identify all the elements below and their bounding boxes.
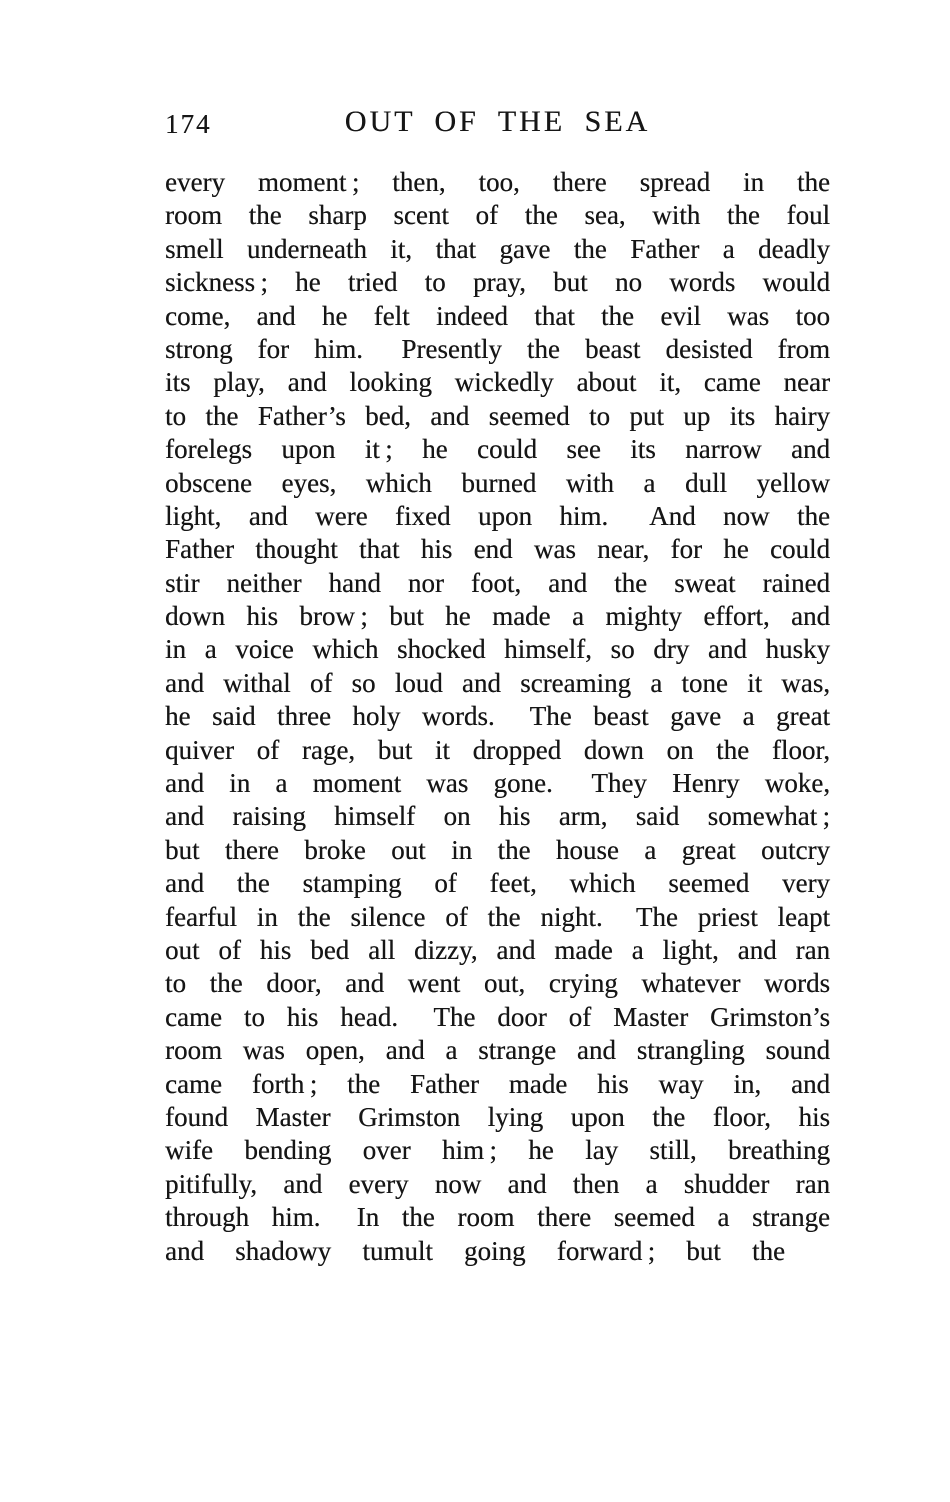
text-line: and raising himself on his arm, said somewhat ;: [165, 801, 830, 832]
text-line: but there broke out in the house a great outcry: [165, 834, 830, 865]
text-line: strong for him. Presently the beast desisted from: [165, 333, 830, 364]
text-line: he said three holy words. The beast gave a great: [165, 701, 830, 732]
text-line: came forth ; the Father made his way in, and: [165, 1068, 830, 1099]
text-line: stir neither hand nor foot, and the sweat rained: [165, 567, 830, 598]
text-line: and the stamping of feet, which seemed very: [165, 868, 830, 899]
text-line: came to his head. The door of Master Grimston’s: [165, 1001, 830, 1032]
text-line: to the Father’s bed, and seemed to put up its hairy: [165, 400, 830, 431]
text-line: room the sharp scent of the sea, with the foul: [165, 200, 830, 231]
text-line: Father thought that his end was near, for he could: [165, 534, 830, 565]
text-line: light, and were fixed upon him. And now the: [165, 500, 830, 531]
text-line: room was open, and a strange and strangling sound: [165, 1035, 830, 1066]
text-line: every moment ; then, too, there spread in the: [165, 167, 830, 197]
text-line: through him. In the room there seemed a strange: [165, 1202, 830, 1233]
page-header: [165, 104, 830, 144]
text-line: and in a moment was gone. They Henry woke,: [165, 768, 830, 799]
text-line: fearful in the silence of the night. The priest leapt: [165, 901, 830, 932]
text-line: smell underneath it, that gave the Father a deadly: [165, 233, 830, 264]
text-line: and shadowy tumult going forward ; but the: [165, 1235, 785, 1266]
text-line: wife bending over him ; he lay still, breathing: [165, 1135, 830, 1166]
running-title: OUT OF THE SEA: [344, 105, 651, 138]
text-line: down his brow ; but he made a mighty effort, and: [165, 601, 830, 632]
text-line: in a voice which shocked himself, so dry and husky: [165, 634, 830, 665]
text-line: obscene eyes, which burned with a dull yellow: [165, 467, 830, 498]
text-line: and withal of so loud and screaming a tone it was,: [165, 667, 830, 698]
text-line: pitifully, and every now and then a shudder ran: [165, 1168, 830, 1199]
text-line: to the door, and went out, crying whatever words: [165, 968, 830, 999]
text-line: found Master Grimston lying upon the floor, his: [165, 1101, 830, 1132]
text-line: forelegs upon it ; he could see its narrow and: [165, 434, 830, 465]
text-line: its play, and looking wickedly about it, came near: [165, 367, 830, 398]
text-line: come, and he felt indeed that the evil was too: [165, 300, 830, 331]
page-number: 174: [165, 109, 212, 139]
text-line: out of his bed all dizzy, and made a light, and ran: [165, 934, 830, 965]
text-line: quiver of rage, but it dropped down on the floor,: [165, 734, 830, 765]
text-line: sickness ; he tried to pray, but no words would: [165, 267, 830, 298]
body-text: [165, 166, 830, 1268]
